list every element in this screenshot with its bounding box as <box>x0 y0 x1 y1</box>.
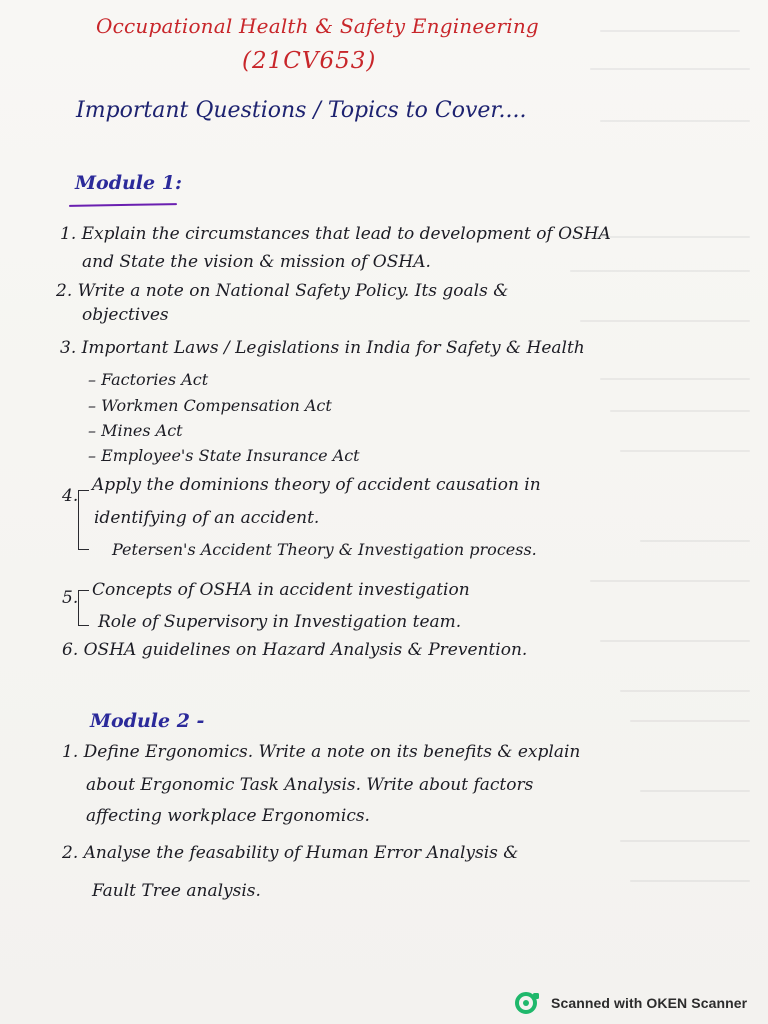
module-1-question-4-line-3: Petersen's Accident Theory & Investigation process. <box>112 540 537 559</box>
question-4-bracket <box>78 490 89 550</box>
module-2-question-1-line-1: 1. Define Ergonomics. Write a note on its benefits & explain <box>62 742 581 762</box>
module-2-question-2-line-1: 2. Analyse the feasability of Human Error Analysis & <box>62 843 519 863</box>
module-2-question-2-line-2: Fault Tree analysis. <box>92 881 261 901</box>
module-1-question-1-line-2: and State the vision & mission of OSHA. <box>82 252 431 272</box>
scanner-text: Scanned with OKEN Scanner <box>551 995 748 1011</box>
document-title: Occupational Health & Safety Engineering <box>96 14 539 38</box>
module-2-question-1-line-2: about Ergonomic Task Analysis. Write about factors <box>86 775 534 795</box>
module-1-question-2-line-1: 2. Write a note on National Safety Policy. Its goals & <box>56 281 509 301</box>
question-5-bracket <box>78 590 89 626</box>
page-heading: Important Questions / Topics to Cover.... <box>76 98 527 123</box>
course-code: (21CV653) <box>242 48 377 74</box>
module-1-question-3-subitem-2: – Workmen Compensation Act <box>88 396 332 415</box>
module-1-question-4-line-2: identifying of an accident. <box>94 508 320 528</box>
module-1-underline <box>69 203 177 207</box>
module-1-question-5-line-2: Role of Supervisory in Investigation team. <box>98 612 462 632</box>
module-1-question-2-line-2: objectives <box>82 305 169 325</box>
module-1-question-5-line-1: Concepts of OSHA in accident investigation <box>92 580 470 600</box>
module-1-question-3: 3. Important Laws / Legislations in India for Safety & Health <box>60 338 585 358</box>
module-1-question-1-line-1: 1. Explain the circumstances that lead to development of OSHA <box>60 224 611 244</box>
module-1-question-3-subitem-1: – Factories Act <box>88 370 209 389</box>
module-1-question-3-subitem-4: – Employee's State Insurance Act <box>88 446 360 465</box>
module-1-question-3-subitem-3: – Mines Act <box>88 421 183 440</box>
module-1-question-4-number: 4. <box>62 486 79 506</box>
module-2-question-1-line-3: affecting workplace Ergonomics. <box>86 806 370 826</box>
module-1-question-6: 6. OSHA guidelines on Hazard Analysis & Prevention. <box>62 640 528 660</box>
module-1-question-4-line-1: Apply the dominions theory of accident causation in <box>92 475 541 495</box>
scanner-watermark <box>515 990 747 1016</box>
oken-scanner-logo-icon <box>515 990 541 1016</box>
module-1-label: Module 1: <box>75 172 182 194</box>
module-2-label: Module 2 - <box>90 710 205 732</box>
module-1-question-5-number: 5. <box>62 588 79 608</box>
